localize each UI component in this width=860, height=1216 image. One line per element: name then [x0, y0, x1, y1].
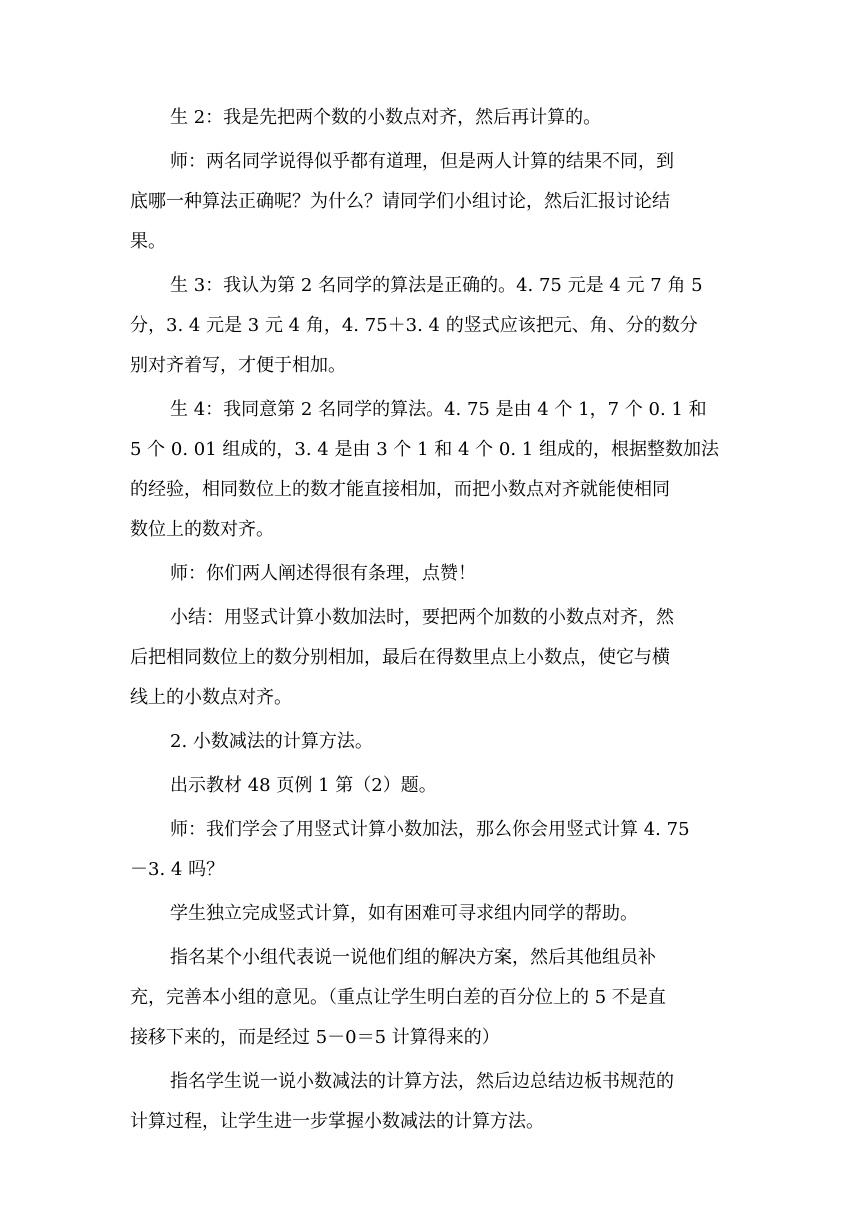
- paragraph-line: 数位上的数对齐。: [130, 519, 274, 540]
- paragraph-line: 线上的小数点对齐。: [130, 687, 292, 708]
- paragraph-line: 别对齐着写，才便于相加。: [130, 355, 346, 376]
- paragraph-student-2: [130, 98, 730, 138]
- paragraph-student-3: [130, 266, 730, 386]
- paragraph-line: 生 4：我同意第 2 名同学的算法。4. 75 是由 4 个 1，7 个 0. 1 和: [170, 399, 707, 420]
- paragraph-method-summary: [130, 1062, 730, 1142]
- paragraph-summary: [130, 598, 730, 718]
- paragraph-line: 的经验，相同数位上的数才能直接相加，而把小数点对齐就能使相同: [130, 479, 670, 500]
- paragraph-line: 充，完善本小组的意见。（重点让学生明白差的百分位上的 5 不是直: [130, 987, 666, 1008]
- section-heading-subtraction: [130, 722, 730, 762]
- paragraph-line: 师：我们学会了用竖式计算小数加法，那么你会用竖式计算 4. 75: [170, 819, 690, 840]
- paragraph-show-textbook: [130, 766, 730, 806]
- paragraph-line: 分，3. 4 元是 3 元 4 角，4. 75＋3. 4 的竖式应该把元、角、分的数分: [130, 315, 698, 336]
- paragraph-line: －3. 4 吗？: [130, 859, 225, 880]
- paragraph-line: 计算过程，让学生进一步掌握小数减法的计算方法。: [130, 1111, 544, 1132]
- paragraph-line: 底哪一种算法正确呢？为什么？请同学们小组讨论，然后汇报讨论结: [130, 191, 670, 212]
- paragraph-line: 果。: [130, 231, 166, 252]
- paragraph-line: 5 个 0. 01 组成的，3. 4 是由 3 个 1 和 4 个 0. 1 组成的，根据整数加法: [130, 439, 719, 460]
- paragraph-line: 后把相同数位上的数分别相加，最后在得数里点上小数点，使它与横: [130, 647, 670, 668]
- section-heading: 2. 小数减法的计算方法。: [170, 731, 373, 752]
- paragraph-line: 生 3：我认为第 2 名同学的算法是正确的。4. 75 元是 4 元 7 角 5: [170, 275, 703, 296]
- paragraph-group-report: [130, 938, 730, 1058]
- paragraph-line: 指名某个小组代表说一说他们组的解决方案，然后其他组员补: [170, 947, 656, 968]
- paragraph-teacher-subtraction: [130, 810, 730, 890]
- paragraph-teacher-question: [130, 142, 730, 262]
- paragraph-line: 学生独立完成竖式计算，如有困难可寻求组内同学的帮助。: [170, 903, 638, 924]
- paragraph-independent-work: [130, 894, 730, 934]
- paragraph-line: 师：两名同学说得似乎都有道理，但是两人计算的结果不同，到: [170, 151, 674, 172]
- paragraph-student-4: [130, 390, 730, 550]
- paragraph-line: 小结：用竖式计算小数加法时，要把两个加数的小数点对齐，然: [170, 607, 674, 628]
- paragraph-teacher-praise: [130, 554, 730, 594]
- paragraph-line: 生 2：我是先把两个数的小数点对齐，然后再计算的。: [170, 107, 602, 128]
- paragraph-line: 师：你们两人阐述得很有条理，点赞！: [170, 563, 476, 584]
- paragraph-line: 出示教材 48 页例 1 第（2）题。: [170, 775, 437, 796]
- paragraph-line: 接移下来的，而是经过 5－0＝5 计算得来的）: [130, 1027, 500, 1048]
- document-body: [130, 98, 730, 1146]
- paragraph-line: 指名学生说一说小数减法的计算方法，然后边总结边板书规范的: [170, 1071, 674, 1092]
